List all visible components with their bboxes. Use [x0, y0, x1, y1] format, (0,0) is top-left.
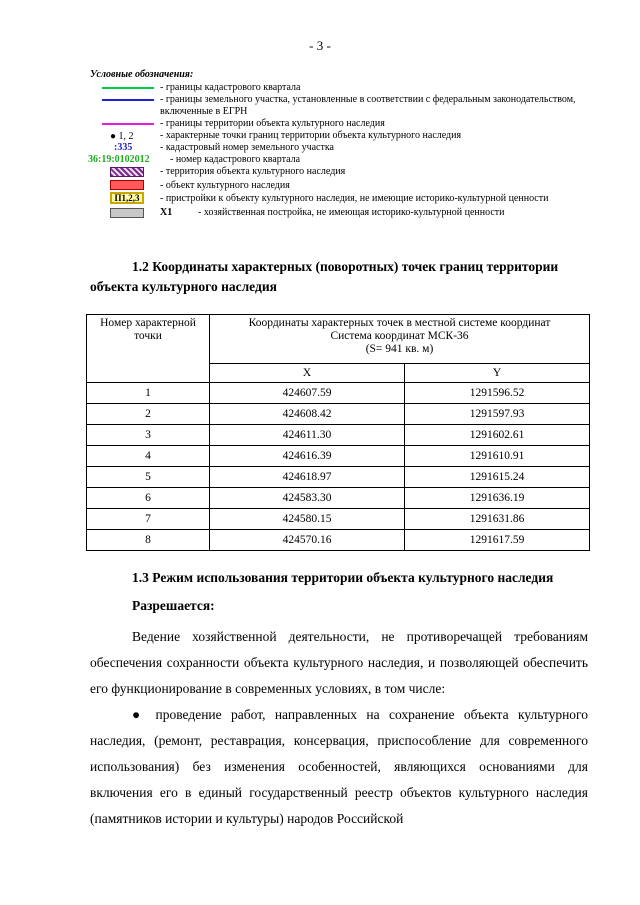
table-cell-y: 1291631.86 — [405, 509, 590, 530]
table-cell-x: 424583.30 — [210, 488, 405, 509]
outbuilding-icon — [110, 208, 144, 218]
table-cell-y: 1291615.24 — [405, 467, 590, 488]
annex-icon: П1,2,3 — [110, 192, 144, 204]
section-1-3-title: 1.3 Режим использования территории объекта культурного наследия — [132, 570, 554, 585]
table-cell-y: 1291617.59 — [405, 530, 590, 551]
land-plot-line-icon — [102, 99, 154, 101]
table-cell-y: 1291636.19 — [405, 488, 590, 509]
table-cell-x: 424618.97 — [210, 467, 405, 488]
y-header: Y — [405, 364, 590, 383]
legend-item: 36:19:0102012 - номер кадастрового квартала — [88, 154, 301, 165]
paragraph: Ведение хозяйственной деятельности, не противоречащей требованиям обеспечения сохранности объекта культурного наследия, и позволяющей обеспечить его функционирование в современных условиях, в том числе: — [90, 629, 588, 696]
point-dot-icon: ● 1, 2 — [110, 131, 134, 142]
table-cell-y: 1291596.52 — [405, 383, 590, 404]
table-row — [87, 467, 590, 488]
section-1-3-body — [90, 624, 588, 832]
table-cell-x: 424607.59 — [210, 383, 405, 404]
table-cell-x: 424608.42 — [210, 404, 405, 425]
page-number: - 3 - — [309, 38, 331, 53]
table-cell-n: 3 — [87, 425, 210, 446]
legend-item: - объект культурного наследия — [90, 178, 590, 192]
table-row — [87, 404, 590, 425]
table-cell-n: 5 — [87, 467, 210, 488]
table-cell-x: 424580.15 — [210, 509, 405, 530]
table-cell-x: 424616.39 — [210, 446, 405, 467]
legend-item: ● 1, 2 - характерные точки границ территории объекта культурного наследия — [110, 130, 462, 142]
table-row — [87, 530, 590, 551]
table-row — [87, 446, 590, 467]
legend-item: Х1 - хозяйственная постройка, не имеющая историко-культурной ценности — [90, 206, 590, 220]
coordinates-table — [86, 314, 590, 551]
legend-item: П1,2,3 - пристройки к объекту культурного наследия, не имеющие историко-культурной ценности — [90, 192, 590, 206]
heritage-territory-line-icon — [102, 123, 154, 125]
table-row — [87, 383, 590, 404]
coordinates-header: Координаты характерных точек в местной системе координат Система координат МСК-36 (S= 941 кв. м) — [210, 315, 590, 364]
table-cell-y: 1291597.93 — [405, 404, 590, 425]
table-cell-n: 6 — [87, 488, 210, 509]
table-cell-n: 1 — [87, 383, 210, 404]
quarter-number-label: 36:19:0102012 — [88, 154, 150, 165]
table-cell-n: 7 — [87, 509, 210, 530]
table-row — [87, 509, 590, 530]
outbuilding-label: Х1 — [160, 207, 173, 218]
table-cell-y: 1291610.91 — [405, 446, 590, 467]
legend-item: :335 - кадастровый номер земельного участка — [114, 142, 334, 153]
table-cell-n: 2 — [87, 404, 210, 425]
cadastral-quarter-line-icon — [102, 87, 154, 89]
table-row — [87, 488, 590, 509]
legend-item: - территория объекта культурного наследия — [90, 166, 590, 178]
table-cell-y: 1291602.61 — [405, 425, 590, 446]
bullet-paragraph: ● проведение работ, направленных на сохранение объекта культурного наследия, (ремонт, реставрация, консервация, приспособление для современного использования) без изменения особенностей, являющихся основаниями для включения его в единый государственный реестр объектов культурного наследия (памятников истории и культуры) народов Российской — [90, 707, 588, 826]
cadastral-number-label: :335 — [114, 142, 133, 153]
allowed-label: Разрешается: — [132, 598, 215, 613]
legend-title: Условные обозначения: — [90, 69, 194, 80]
table-cell-x: 424570.16 — [210, 530, 405, 551]
table-cell-n: 8 — [87, 530, 210, 551]
table-cell-n: 4 — [87, 446, 210, 467]
hatched-territory-icon — [110, 167, 144, 177]
heritage-object-icon — [110, 180, 144, 190]
x-header: X — [210, 364, 405, 383]
section-1-2-title: 1.2 Координаты характерных (поворотных) точек границ территории объекта культурного наследия — [90, 259, 559, 294]
table-row — [87, 425, 590, 446]
legend-item: - границы территории объекта культурного наследия — [90, 118, 590, 130]
legend — [90, 69, 590, 220]
table-cell-x: 424611.30 — [210, 425, 405, 446]
legend-item: - границы кадастрового квартала — [90, 82, 590, 94]
legend-item: - границы земельного участка, установленные в соответствии с федеральным законодательством, включенные в ЕГРН — [90, 94, 590, 118]
point-number-header: Номер характерной точки — [87, 315, 210, 383]
